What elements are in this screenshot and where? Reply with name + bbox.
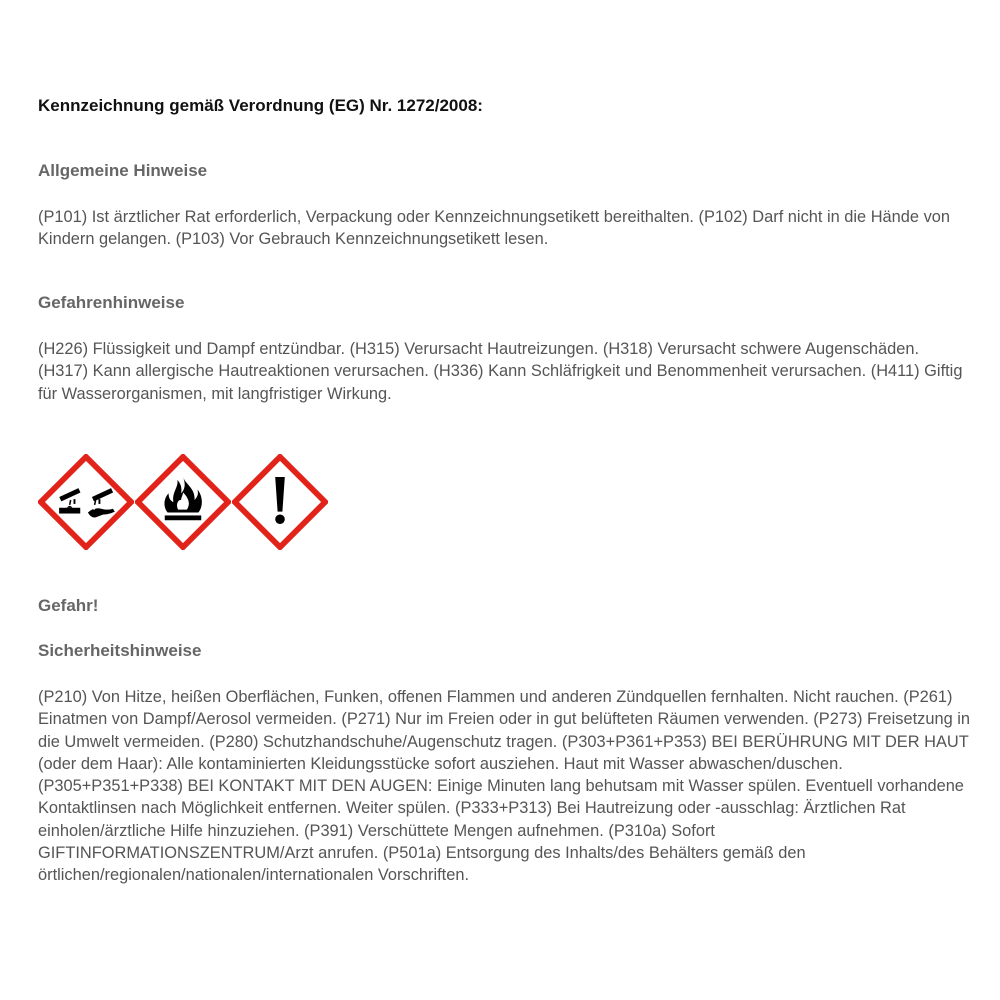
- hazard-statements-heading: Gefahrenhinweise: [38, 293, 185, 312]
- general-notes-heading: Allgemeine Hinweise: [38, 161, 208, 180]
- signal-word: Gefahr!: [38, 596, 99, 615]
- ghs-pictograms: [38, 454, 338, 550]
- precautionary-statements-heading: Sicherheitshinweise: [38, 641, 202, 660]
- hazard-statements-text: (H226) Flüssigkeit und Dampf entzündbar. (H315) Verursacht Hautreizungen. (H318) Verursacht schwere Augenschäden. (H317) Kann allergische Hautreaktionen verursachen. (H336) Kann Schläfrigkeit und Benommenheit verursachen. (H411) Giftig für Wasserorganismen, mit langfristiger Wirkung.: [38, 340, 963, 403]
- precautionary-statements-text: (P210) Von Hitze, heißen Oberflächen, Funken, offenen Flammen und anderen Zündquellen fernhalten. Nicht rauchen. (P261) Einatmen von Dampf/Aerosol vermeiden. (P271) Nur im Freien oder in gut belüfteten Räumen verwenden. (P273) Freisetzung in die Umwelt vermeiden. (P280) Schutzhandschuhe/Augenschutz tragen. (P303+P361+P353) BEI BERÜHRUNG MIT DER HAUT (oder dem Haar): Alle kontaminierten Kleidungsstücke sofort ausziehen. Haut mit Wasser abwaschen/duschen. (P305+P351+P338) BEI KONTAKT MIT DEN AUGEN: Einige Minuten lang behutsam mit Wasser spülen. Eventuell vorhandene Kontaktlinsen nach Möglichkeit entfernen. Weiter spülen. (P333+P313) Bei Hautreizung oder -ausschlag: Ärztlichen Rat einholen/ärztliche Hilfe hinzuziehen. (P391) Verschüttete Mengen aufnehmen. (P310a) Sofort GIFTINFORMATIONSZENTRUM/Arzt anrufen. (P501a) Entsorgung des Inhalts/des Behälters gemäß den örtlichen/regionalen/nationalen/internationalen Vorschriften.: [38, 688, 971, 885]
- document-title: Kennzeichnung gemäß Verordnung (EG) Nr. 1272/2008:: [38, 96, 483, 115]
- ghs07-exclamation-icon: [232, 454, 328, 550]
- ghs05-corrosion-icon: [38, 454, 134, 550]
- general-notes-text: (P101) Ist ärztlicher Rat erforderlich, Verpackung oder Kennzeichnungsetikett bereithalten. (P102) Darf nicht in die Hände von Kindern gelangen. (P103) Vor Gebrauch Kennzeichnungsetikett lesen.: [38, 208, 951, 249]
- ghs02-flame-icon: [135, 454, 231, 550]
